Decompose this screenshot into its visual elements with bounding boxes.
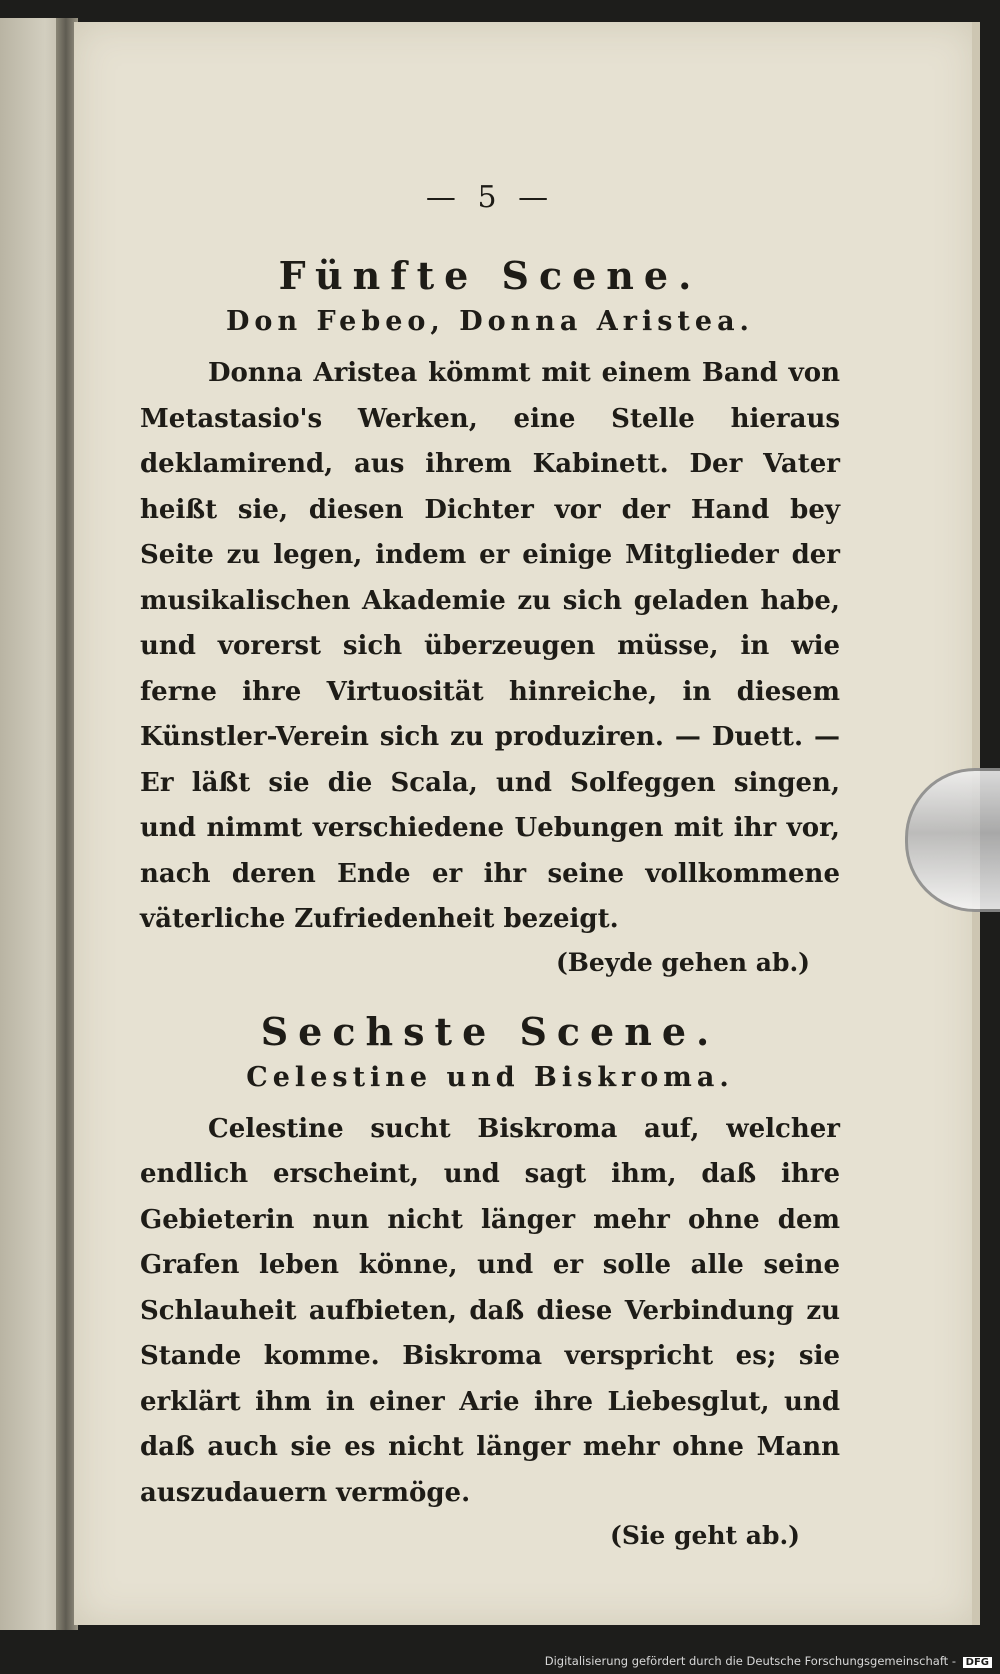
previous-page-edge — [0, 18, 64, 1630]
page-number: — 5 — — [425, 180, 555, 215]
scene-5-persons: Don Febeo, Donna Aristea. — [226, 306, 754, 337]
funding-credit-text: Digitalisierung gefördert durch die Deutsche Forschungsgemeinschaft - — [544, 1654, 956, 1668]
scene-6-exit: (Sie geht ab.) — [609, 1521, 800, 1550]
scene-6-title: Sechste Scene. — [260, 1008, 720, 1054]
scene-5-title: Fünfte Scene. — [278, 253, 702, 298]
scene-6-persons: Celestine und Biskroma. — [246, 1061, 734, 1093]
dfg-logo: DFG — [963, 1657, 992, 1668]
scene-6-body: Celestine sucht Biskroma auf, welcher endlich erscheint, und sagt ihm, daß ihre Gebieterin nun nicht länger mehr ohne dem Grafen leben könne, und er solle alle seine Schlauheit aufbieten, daß diese Verbindung zu Stande komme. Biskroma verspricht es; sie erklärt ihm in einer Arie ihre Liebesglut, und daß auch sie es nicht länger mehr ohne Mann auszudauern vermöge. — [140, 1113, 840, 1508]
scene-5-exit: (Beyde gehen ab.) — [555, 947, 810, 977]
scene-5-body: Donna Aristea kömmt mit einem Band von Metastasio's Werken, eine Stelle hieraus deklamirend, aus ihrem Kabinett. Der Vater heißt sie, diesen Dichter vor der Hand bey Seite zu legen, indem er einige Mitglieder der musikalischen Akademie zu sich geladen habe, und vorerst sich überzeugen müsse, in wie ferne ihre Virtuosität hinreiche, in diesem Künstler-Verein sich zu produziren. — Duett. — Er läßt sie die Scala, und Solfeggen singen, und nimmt verschiedene Uebungen mit ihr vor, nach deren Ende er ihr seine vollkommene väterliche Zufriedenheit bezeigt. — [140, 358, 840, 934]
funding-credit — [545, 1654, 992, 1668]
footer-bar — [0, 1650, 1000, 1674]
page-text — [140, 170, 840, 1582]
